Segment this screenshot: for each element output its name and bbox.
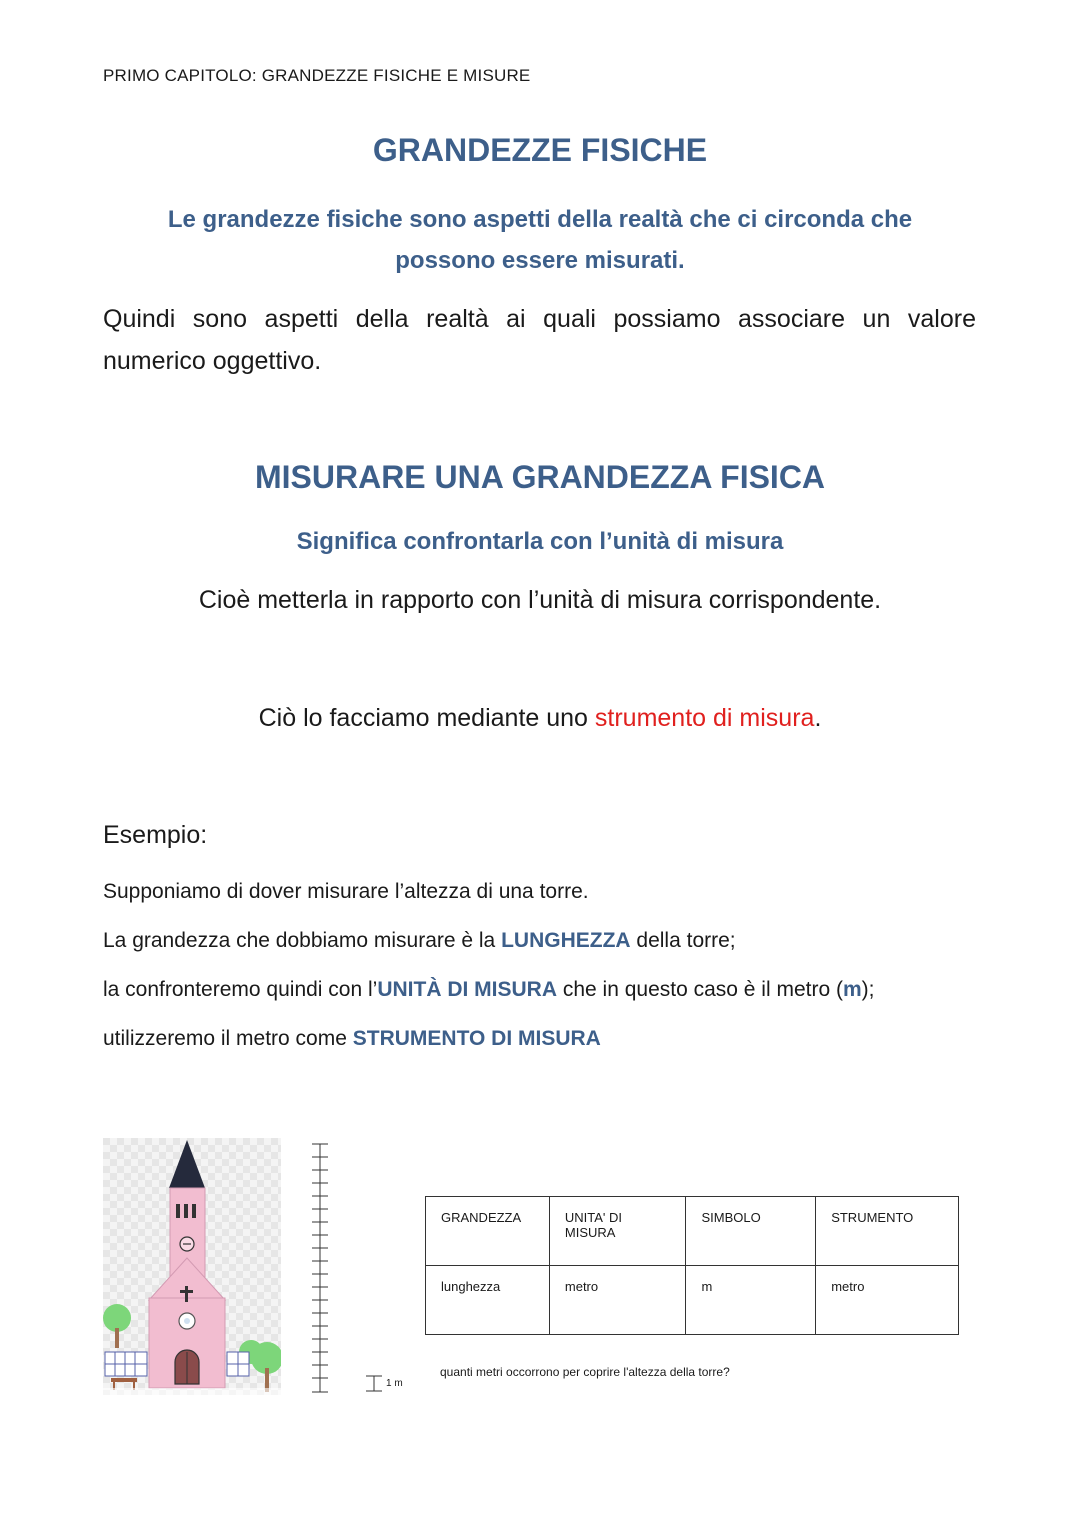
example-line-2-suffix: della torre; <box>630 929 736 952</box>
table-cell: metro <box>549 1266 686 1335</box>
example-line-2 <box>103 929 736 953</box>
example-label: Esempio: <box>103 821 208 849</box>
table-header-row <box>426 1197 959 1266</box>
measuring-scale <box>308 1138 334 1396</box>
example-line-3-middle: che in questo caso è il metro ( <box>557 978 843 1001</box>
example-line-2-prefix: La grandezza che dobbiamo misurare è la <box>103 929 502 952</box>
measurement-table <box>425 1196 959 1335</box>
church-illustration <box>103 1138 281 1395</box>
paragraph-numeric: Quindi sono aspetti della realtà ai quali possiamo associare un valore numerico oggettivo. <box>103 305 976 375</box>
instrument-suffix: . <box>814 704 822 732</box>
table-row <box>426 1266 959 1335</box>
section-title-misurare: MISURARE UNA GRANDEZZA FISICA <box>254 459 826 495</box>
definition-line-1: Le grandezze fisiche sono aspetti della realtà che ci circonda che <box>167 206 913 233</box>
instrument-prefix: Ciò lo facciamo mediante uno <box>258 704 595 732</box>
table-header-cell: SIMBOLO <box>686 1197 816 1266</box>
highlight-strumento: STRUMENTO DI MISURA <box>352 1027 601 1050</box>
table-header-cell: STRUMENTO <box>816 1197 959 1266</box>
chapter-header: PRIMO CAPITOLO: GRANDEZZE FISICHE E MISURE <box>103 66 531 85</box>
table-cell: metro <box>816 1266 959 1335</box>
example-line-3 <box>103 978 875 1002</box>
highlight-unita: UNITÀ DI MISURA <box>377 978 557 1001</box>
section-title-grandezze: GRANDEZZE FISICHE <box>372 132 708 168</box>
example-line-3-suffix: ); <box>861 978 875 1001</box>
highlight-symbol: m <box>842 978 862 1001</box>
instrument-sentence <box>0 704 1080 733</box>
definition <box>0 199 1080 281</box>
table-cell: lunghezza <box>426 1266 550 1335</box>
cross-icon <box>185 1286 188 1302</box>
example-line-3-prefix: la confronteremo quindi con l’ <box>103 978 378 1001</box>
instrument-highlight: strumento di misura <box>594 704 815 732</box>
unit-marker <box>364 1374 384 1394</box>
unit-label: 1 m <box>386 1378 403 1389</box>
tree-left <box>103 1304 131 1332</box>
table-header-cell: GRANDEZZA <box>426 1197 550 1266</box>
highlight-lunghezza: LUNGHEZZA <box>501 929 631 952</box>
example-line-4-prefix: utilizzeremo il metro come <box>103 1027 353 1050</box>
definition-line-2: possono essere misurati. <box>395 247 685 274</box>
table-header-cell: UNITA' DI MISURA <box>549 1197 686 1266</box>
example-line-1: Supponiamo di dover misurare l’altezza di una torre. <box>103 880 589 903</box>
example-line-4 <box>103 1027 601 1051</box>
table-cell: m <box>686 1266 816 1335</box>
explanation-text: Cioè metterla in rapporto con l’unità di misura corrispondente. <box>198 586 882 614</box>
figure-question: quanti metri occorrono per coprire l'altezza della torre? <box>440 1365 730 1379</box>
section-subtitle: Significa confrontarla con l’unità di misura <box>296 528 784 555</box>
bench <box>111 1378 137 1382</box>
